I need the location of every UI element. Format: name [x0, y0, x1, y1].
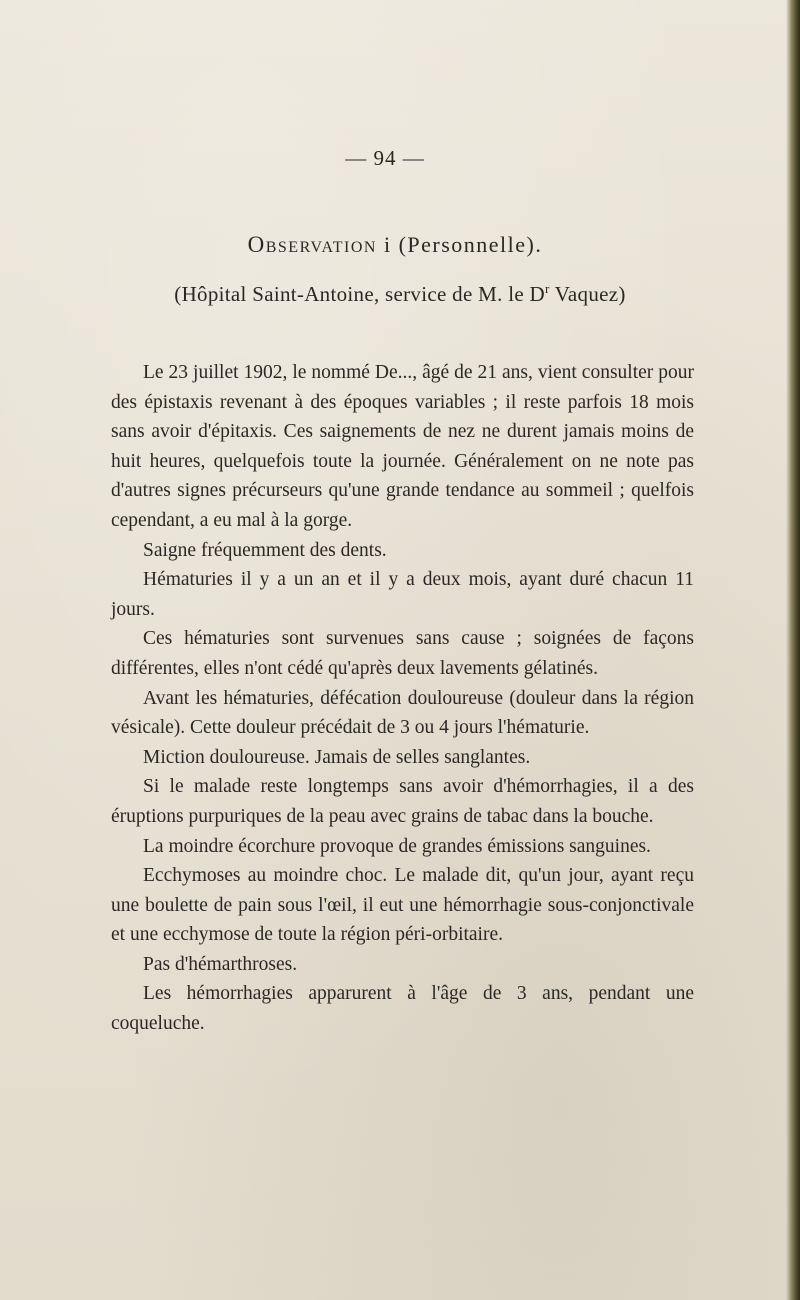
paragraph-hematuria: Hématuries il y a un an et il y a deux mois, ayant duré chacun 11 jours. [111, 569, 694, 620]
observation-title [0, 232, 790, 258]
paragraph-ecchymoses: Ecchymoses au moindre choc. Le malade dit, qu'un jour, ayant reçu une boulette de pain sous l'œil, il eut une hémorrhagie sous-conjonctivale et une ecchymose de toute la région péri-orbitaire. [111, 865, 694, 946]
observation-title-rest: i (Personnelle). [383, 232, 543, 257]
subtitle-text-end: Vaquez) [549, 282, 626, 306]
subtitle-superscript: r [544, 281, 550, 296]
observation-body [111, 358, 694, 1039]
paragraph-miction: Miction douloureuse. Jamais de selles sanglantes. [143, 746, 531, 768]
paragraph-gums: Saigne fréquemment des dents. [143, 539, 387, 561]
paragraph-onset-age: Les hémorrhagies apparurent à l'âge de 3 ans, pendant une coqueluche. [111, 983, 694, 1035]
paragraph-scratch: La moindre écorchure provoque de grandes émissions sanguines. [143, 835, 651, 857]
subtitle-text: (Hôpital Saint-Antoine, service de M. le D [174, 282, 545, 306]
paragraph-hemarthroses: Pas d'hémarthroses. [143, 953, 298, 975]
page-edge-shadow [786, 0, 800, 1300]
paragraph-onset: Le 23 juillet 1902, le nommé De..., âgé de 21 ans, vient consulter pour des épistaxis revenant à des époques variables ; il reste parfois 18 mois sans avoir d'épitaxis. Ces saignements de nez ne durent jamais moins de huit heures, quelquefois toute la journée. Généralement on ne note pas d'autres signes précurseurs qu'une grande tendance au sommeil ; quelfois cependant, a eu mal à la gorge. [111, 362, 694, 531]
page-number: — 94 — [345, 146, 425, 170]
observation-title-word: Observation [247, 232, 377, 257]
paragraph-defecation: Avant les hématuries, défécation douloureuse (douleur dans la région vésicale). Cette douleur précédait de 3 ou 4 jours l'hématurie. [111, 687, 694, 739]
paragraph-purpura: Si le malade reste longtemps sans avoir d'hémorrhagies, il a des éruptions purpuriques de la peau avec grains de tabac dans la bouche. [111, 776, 694, 827]
paragraph-hematuria-treatment: Ces hématuries sont survenues sans cause ; soignées de façons différentes, elles n'ont cédé qu'après deux lavements gélatinés. [111, 628, 694, 679]
observation-subtitle [0, 282, 800, 307]
